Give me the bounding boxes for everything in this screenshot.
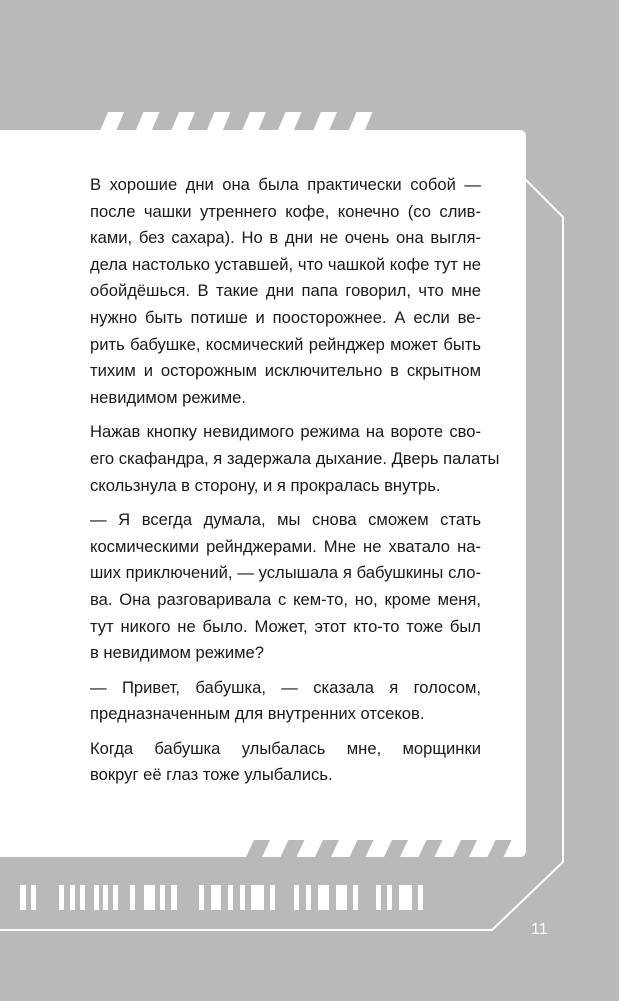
barcode-bar [418,885,423,910]
barcode-bar [294,885,299,910]
barcode-bar [171,885,177,910]
text-line: после чашки утреннего кофе, конечно (со слив- [90,201,481,221]
barcode-bar [103,885,108,910]
text-line: Нажав кнопку невидимого режима на вороте сво- [90,422,481,442]
barcode-bar [353,885,358,910]
barcode-bar [240,885,245,910]
top-stripe [136,112,160,131]
bottom-stripe [246,840,270,857]
barcode-bar [306,885,311,910]
text-line: тихим и осторожным исключительно в скрытном [90,361,481,381]
bottom-stripe [281,840,305,857]
bottom-stripe [488,840,512,857]
body-text [90,172,500,789]
barcode-bar [160,885,165,910]
top-stripe [100,112,124,131]
bottom-stripe [350,840,374,857]
top-stripe [349,112,373,131]
barcode-bar [387,885,392,910]
page-number: 11 [531,921,548,938]
barcode-bar [318,885,329,910]
barcode-bar [199,885,204,910]
top-stripe [278,112,302,131]
text-line: — Привет, бабушка, — сказала я голосом, [90,677,481,697]
text-line: ва. Она разговаривала с кем-то, но, кроме меня, [90,589,481,609]
bottom-stripe [419,840,443,857]
bottom-stripe [384,840,408,857]
text-line: тут никого не было. Может, этот кто-то тоже был [90,616,481,636]
text-line: Когда бабушка улыбалась мне, морщинки [90,738,481,758]
text-line: в невидимом режиме? [90,643,265,663]
text-line: вокруг её глаз тоже улыбались. [90,765,333,785]
top-stripe [313,112,337,131]
text-line: предназначенным для внутренних отсеков. [90,704,425,724]
top-stripe [207,112,231,131]
barcode-bar [113,885,118,910]
barcode-bar [144,885,155,910]
text-line: невидимом режиме. [90,387,246,407]
text-line: ками, без сахара). Но в дни не очень она выгля- [90,228,481,248]
text-line: дела настолько уставшей, что чашкой кофе тут не [90,254,481,274]
barcode-bar [94,885,99,910]
bottom-stripe [315,840,339,857]
text-line: — Я всегда думала, мы снова сможем стать [90,510,481,530]
barcode-bar [20,885,26,910]
barcode-bar [130,885,135,910]
barcode-bar [251,885,264,910]
barcode-bar [80,885,85,910]
text-line: нужно быть потише и поосторожнее. А если ве- [90,307,481,327]
barcode-bar [211,885,221,910]
barcode-bar [70,885,75,910]
text-line: В хорошие дни она была практически собой — [90,175,481,194]
barcode-bar [31,885,36,910]
barcode-bar [376,885,381,910]
bottom-stripe [453,840,477,857]
barcode-bar [59,885,64,910]
text-line: скользнула в сторону, и я прокралась внутрь. [90,475,441,495]
barcode-bar [399,885,412,910]
text-line: его скафандра, я задержала дыхание. Дверь палаты [90,448,500,468]
text-line: космическими рейнджерами. Мне не хватало на- [90,536,481,556]
barcode-bar [228,885,233,910]
text-line: рить бабушке, космический рейнджер может быть [90,334,481,354]
top-stripe [242,112,266,131]
barcode-bar [270,885,275,910]
top-stripe [171,112,195,131]
barcode-bar [336,885,347,910]
text-line: обойдёшься. В такие дни папа говорил, что мне [90,281,481,301]
text-line: ших приключений, — услышала я бабушкины сло- [90,563,481,583]
